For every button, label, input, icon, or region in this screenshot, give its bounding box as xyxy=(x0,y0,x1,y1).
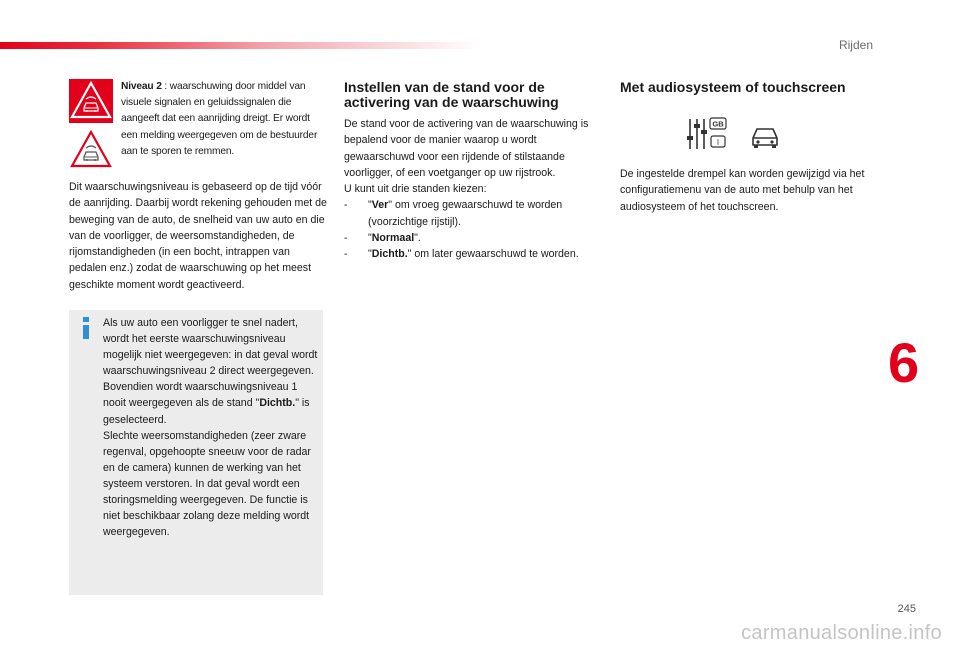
audio-system-heading: Met audiosysteem of touchscreen xyxy=(620,79,846,95)
header-accent-bar xyxy=(0,42,480,49)
info-text xyxy=(103,315,321,540)
info-paragraph-1: Als uw auto een voorligger te snel nadert, wordt het eerste waarschuwingsniveau mogelijk niet weergegeven: in dat geval wordt waarschuwingsniveau 2 direct weergegeven. xyxy=(103,317,318,378)
level2-text: : waarschuwing door middel van visuele signalen en geluidssignalen die aangeeft dat een aanrijding dreigt. Er wordt een melding weergegeven om de bestuurder aan te sporen te remmen. xyxy=(121,81,318,157)
warning-timing-paragraph: Dit waarschuwingsniveau is gebaseerd op de tijd vóór de aanrijding. Daarbij wordt rekening gehouden met de beweging van de auto, de snelheid van uw auto en die van de voorligger, de weersomstandigheden, de rijomstandigheden (in een bocht, intrappen van pedalen enz.) zodat de waarschuwing op het meest geschikte moment wordt geactiveerd. xyxy=(69,181,327,291)
info-badge: I xyxy=(716,137,720,147)
chapter-number: 6 xyxy=(888,331,920,394)
section-title: Rijden xyxy=(838,38,873,52)
info-paragraph-3: Slechte weersomstandigheden (zeer zware regenval, opgehoopte sneeuw voor de radar en de camera) kunnen de werking van het systeem verstoren. In dat geval wordt een storingsmelding weergegeven. De functie is niet beschikbaar zolang deze melding wordt weergegeven. xyxy=(103,429,311,539)
info-paragraph-2: Bovendien wordt waarschuwingsniveau 1 nooit weergegeven als de stand "Dichtb." is geselecteerd. xyxy=(103,381,310,426)
activation-intro: De stand voor de activering van de waarschuwing is bepalend voor de manier waarop u wordt gewaarschuwd voor een rijdende of stilstaande voorligger, of een voetganger op uw rijstrook. xyxy=(344,118,589,179)
car-icon xyxy=(753,129,777,148)
settings-sliders-icon xyxy=(686,116,786,152)
level2-label: Niveau 2 xyxy=(121,81,162,92)
page-number: 245 xyxy=(897,603,916,615)
gb-badge: GB xyxy=(712,119,724,129)
audio-system-text: De ingestelde drempel kan worden gewijzigd via het configuratiemenu van de auto met behulp van het audiosysteem of het touchscreen. xyxy=(620,168,865,213)
list-item: - "Ver" om vroeg gewaarschuwd te worden (voorzichtige rijstijl). xyxy=(344,199,563,228)
info-icon xyxy=(78,317,94,339)
activation-setting-heading: Instellen van de stand voor de activering van de waarschuwing xyxy=(344,79,559,110)
level2-description xyxy=(121,79,326,160)
activation-choose: U kunt uit drie standen kiezen: xyxy=(344,183,487,196)
list-item: - "Normaal". xyxy=(344,232,421,245)
list-item: - "Dichtb." om later gewaarschuwd te worden. xyxy=(344,248,579,261)
watermark: carmanualsonline.info xyxy=(741,622,942,644)
activation-setting-body xyxy=(344,116,598,263)
collision-warning-outline-icon xyxy=(69,128,113,172)
collision-warning-filled-icon xyxy=(69,79,113,123)
audio-system-icons xyxy=(686,116,786,152)
